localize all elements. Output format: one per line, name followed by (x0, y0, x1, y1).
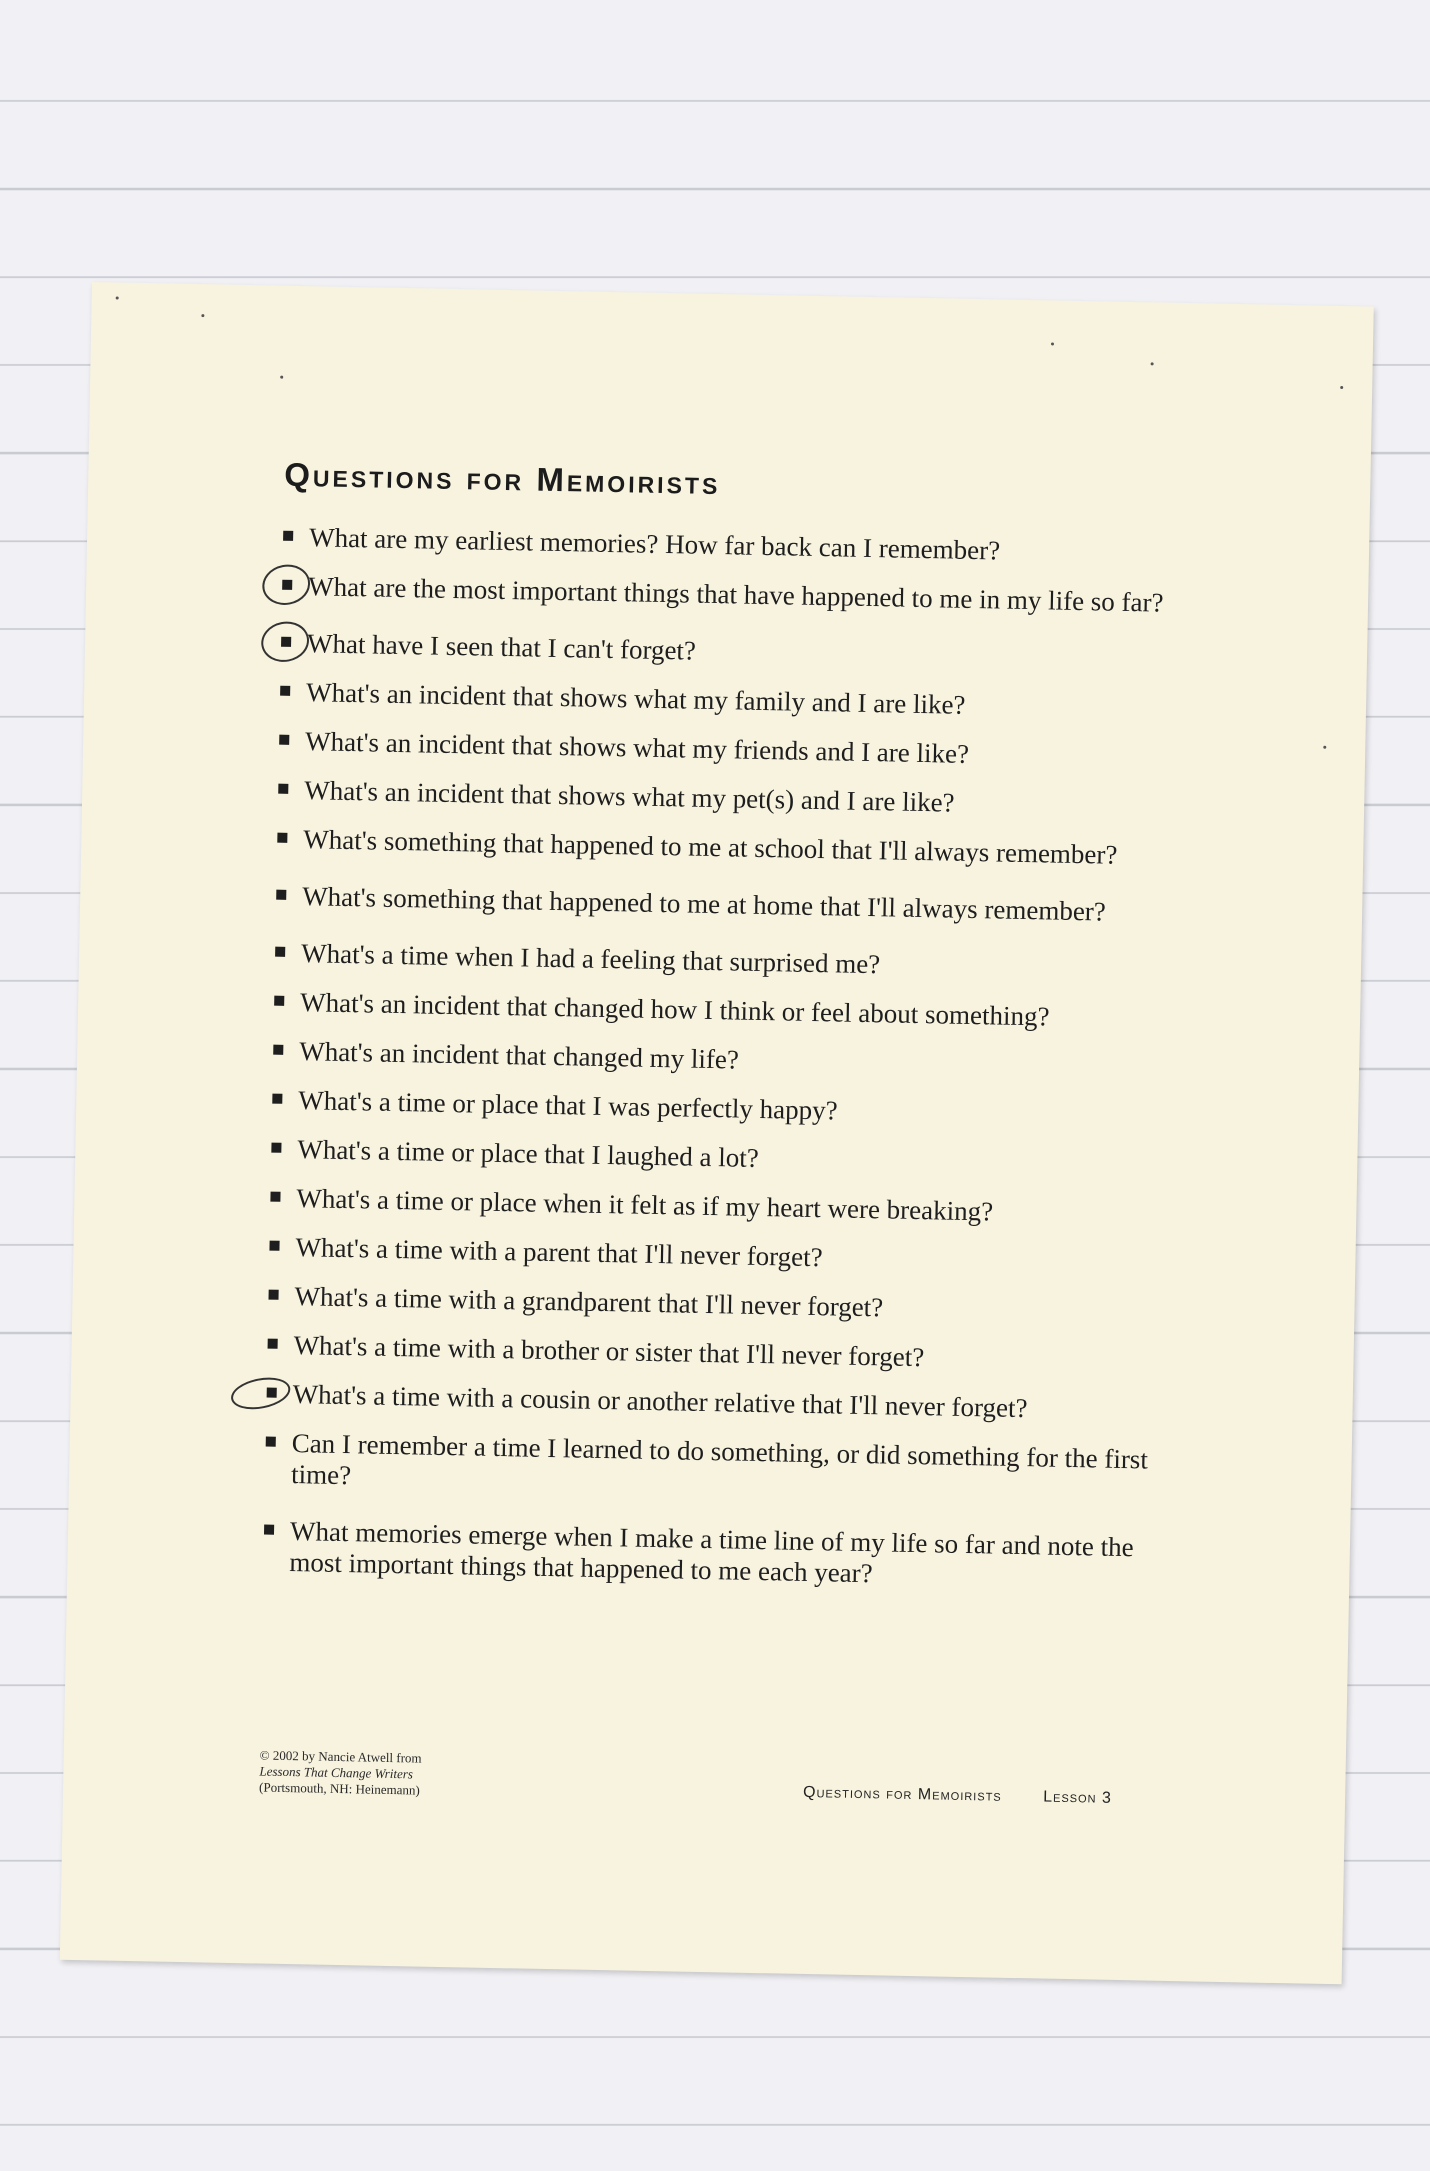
question-item (278, 775, 1178, 823)
question-item (273, 1036, 1173, 1084)
paper-speck (1340, 386, 1343, 389)
question-item (281, 628, 1181, 676)
pencil-circle-icon (228, 1373, 293, 1414)
question-item (280, 677, 1180, 725)
square-bullet-icon (279, 735, 289, 745)
question-item (267, 1330, 1167, 1378)
copyright-book-title: Lessons That Change Writers (259, 1763, 414, 1782)
question-text: What's an incident that shows what my friends and I are like? (304, 726, 970, 769)
square-bullet-icon (275, 947, 285, 957)
copyright-notice (259, 1747, 422, 1798)
square-bullet-icon (266, 1437, 276, 1447)
question-text: What's a time with a cousin or another relative that I'll never forget? (292, 1379, 1028, 1424)
question-text: What memories emerge when I make a time line of my life so far and note the most important things that happened to me each year? (289, 1516, 1134, 1589)
question-text: What's a time or place that I was perfectly happy? (298, 1085, 838, 1126)
question-text: What are my earliest memories? How far back can I remember? (308, 522, 1001, 566)
paper-speck (1151, 362, 1154, 365)
footer-lesson: Lesson 3 (1043, 1788, 1113, 1807)
paper-speck (1323, 746, 1326, 749)
square-bullet-icon (277, 833, 287, 843)
paper-speck (201, 314, 204, 317)
question-item (265, 1428, 1166, 1507)
paper-speck (1051, 342, 1054, 345)
question-text: What's an incident that shows what my pet(s) and I are like? (303, 775, 955, 818)
question-item (268, 1281, 1168, 1329)
question-text: What have I seen that I can't forget? (306, 628, 697, 666)
question-item (276, 881, 1176, 929)
question-item (279, 726, 1179, 774)
square-bullet-icon (264, 1525, 274, 1535)
square-bullet-icon (272, 1094, 282, 1104)
square-bullet-icon (269, 1241, 279, 1251)
question-item (270, 1183, 1170, 1231)
square-bullet-icon (268, 1290, 278, 1300)
square-bullet-icon (283, 531, 293, 541)
footer-title: Questions for Memoirists (802, 1783, 1002, 1805)
page-footer (803, 1784, 1112, 1808)
question-item (283, 522, 1183, 570)
handout-title: Questions for Memoirists (283, 455, 721, 502)
question-text: What are the most important things that have happened to me in my life so far? (307, 571, 1164, 618)
question-text: What's an incident that shows what my family and I are like? (305, 677, 966, 720)
question-text: What's a time with a grandparent that I'll never forget? (294, 1281, 884, 1323)
pencil-circle-icon (258, 618, 313, 666)
square-bullet-icon (268, 1339, 278, 1349)
square-bullet-icon (273, 1045, 283, 1055)
question-item (263, 1516, 1164, 1595)
copyright-line: © 2002 by Nancie Atwell from (259, 1747, 422, 1766)
question-text: What's an incident that changed my life? (298, 1036, 740, 1075)
question-text: What's a time or place when it felt as if my heart were breaking? (296, 1183, 994, 1227)
square-bullet-icon (280, 686, 290, 696)
question-item (274, 987, 1174, 1035)
question-text: What's something that happened to me at school that I'll always remember? (303, 824, 1118, 870)
question-text: Can I remember a time I learned to do something, or did something for the first time? (290, 1428, 1149, 1491)
square-bullet-icon (278, 784, 288, 794)
question-text: What's something that happened to me at home that I'll always remember? (301, 881, 1107, 927)
square-bullet-icon (276, 890, 286, 900)
question-list (263, 522, 1183, 1595)
copyright-publisher: (Portsmouth, NH: Heinemann) (258, 1779, 420, 1798)
square-bullet-icon (271, 1143, 281, 1153)
pencil-circle-icon (259, 561, 314, 609)
question-item (272, 1085, 1172, 1133)
question-text: What's a time when I had a feeling that surprised me? (300, 938, 881, 980)
square-bullet-icon (270, 1192, 280, 1202)
question-item (275, 938, 1175, 986)
square-bullet-icon (274, 996, 284, 1006)
question-text: What's a time with a brother or sister that I'll never forget? (293, 1330, 925, 1373)
question-item (277, 824, 1177, 872)
question-text: What's a time or place that I laughed a lot? (297, 1134, 760, 1173)
handout-sheet (60, 282, 1374, 1984)
question-text: What's an incident that changed how I think or feel about something? (299, 987, 1050, 1032)
question-item (269, 1232, 1169, 1280)
paper-speck (116, 296, 119, 299)
question-item (266, 1379, 1166, 1427)
question-item (271, 1134, 1171, 1182)
paper-speck (280, 376, 283, 379)
question-item (282, 571, 1182, 619)
question-text: What's a time with a parent that I'll never forget? (295, 1232, 823, 1273)
